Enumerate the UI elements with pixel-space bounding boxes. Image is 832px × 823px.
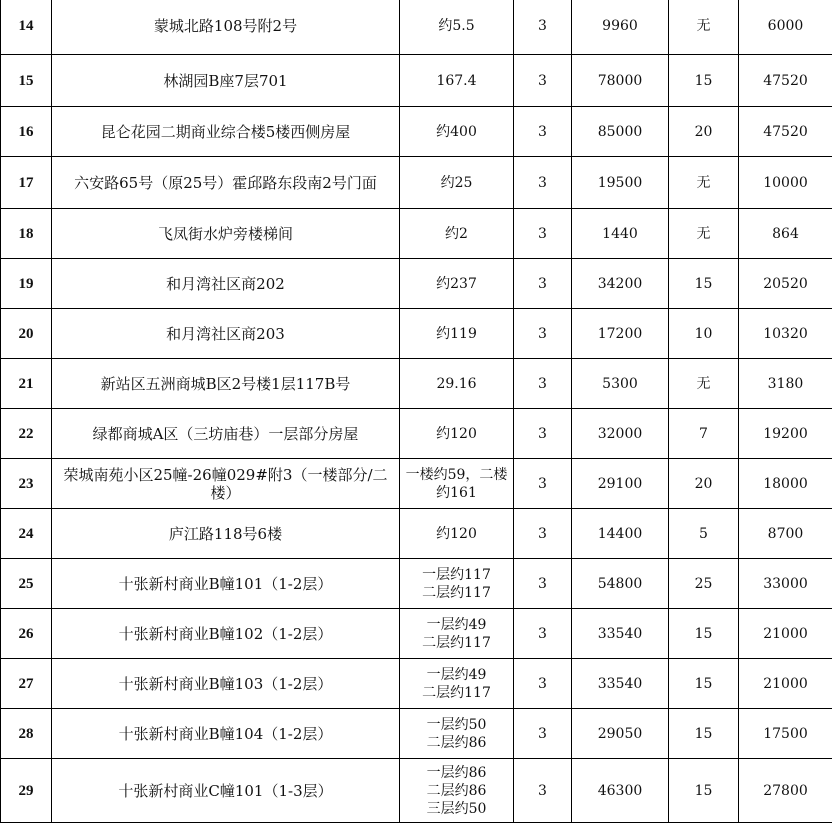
table-row	[1, 259, 832, 309]
area-line: 一层约49	[403, 666, 510, 684]
deposit-cell: 47520	[739, 55, 832, 107]
deposit-cell: 3180	[739, 359, 832, 409]
area-lines	[403, 72, 510, 90]
address-cell: 新站区五洲商城B区2号楼1层117B号	[52, 359, 400, 409]
area-line: 约5.5	[403, 17, 510, 35]
table-row	[1, 0, 832, 55]
row-number-cell: 16	[1, 107, 52, 157]
table-row	[1, 709, 832, 759]
area-line: 一层约86	[403, 764, 510, 782]
address-cell: 林湖园B座7层701	[52, 55, 400, 107]
area-lines	[403, 123, 510, 141]
deposit-cell: 18000	[739, 459, 832, 509]
term-cell: 3	[514, 209, 572, 259]
row-number-cell: 17	[1, 157, 52, 209]
term-cell: 3	[514, 0, 572, 55]
term-cell: 3	[514, 107, 572, 157]
address-cell: 十张新村商业B幢103（1-2层）	[52, 659, 400, 709]
deposit-cell: 864	[739, 209, 832, 259]
row-number-cell: 19	[1, 259, 52, 309]
row-number-cell: 23	[1, 459, 52, 509]
deposit-cell: 33000	[739, 559, 832, 609]
row-number-cell: 15	[1, 55, 52, 107]
free-period-cell: 20	[669, 107, 739, 157]
address-cell: 六安路65号（原25号）霍邱路东段南2号门面	[52, 157, 400, 209]
deposit-cell: 27800	[739, 759, 832, 823]
price-cell: 9960	[572, 0, 669, 55]
free-period-cell: 7	[669, 409, 739, 459]
area-lines	[403, 716, 510, 752]
table-row	[1, 107, 832, 157]
table-row	[1, 359, 832, 409]
row-number-cell: 25	[1, 559, 52, 609]
table-body	[1, 0, 832, 823]
deposit-cell: 10320	[739, 309, 832, 359]
table-row	[1, 157, 832, 209]
price-cell: 5300	[572, 359, 669, 409]
price-cell: 1440	[572, 209, 669, 259]
deposit-cell: 17500	[739, 709, 832, 759]
area-line: 167.4	[403, 72, 510, 90]
area-lines	[403, 174, 510, 192]
area-cell	[400, 759, 514, 823]
deposit-cell: 6000	[739, 0, 832, 55]
free-period-cell: 无	[669, 359, 739, 409]
area-cell	[400, 509, 514, 559]
area-lines	[403, 17, 510, 35]
deposit-cell: 8700	[739, 509, 832, 559]
address-cell: 荣城南苑小区25幢-26幢029#附3（一楼部分/二楼）	[52, 459, 400, 509]
area-line: 约120	[403, 425, 510, 443]
price-cell: 17200	[572, 309, 669, 359]
table-row	[1, 759, 832, 823]
free-period-cell: 25	[669, 559, 739, 609]
free-period-cell: 15	[669, 55, 739, 107]
free-period-cell: 15	[669, 759, 739, 823]
deposit-cell: 47520	[739, 107, 832, 157]
row-number-cell: 14	[1, 0, 52, 55]
table-row	[1, 459, 832, 509]
deposit-cell: 21000	[739, 659, 832, 709]
area-lines	[403, 225, 510, 243]
area-cell	[400, 359, 514, 409]
free-period-cell: 20	[669, 459, 739, 509]
table-row	[1, 509, 832, 559]
address-cell: 飞凤街水炉旁楼梯间	[52, 209, 400, 259]
row-number-cell: 26	[1, 609, 52, 659]
area-line: 二层约117	[403, 634, 510, 652]
area-cell	[400, 55, 514, 107]
address-cell: 十张新村商业B幢104（1-2层）	[52, 709, 400, 759]
area-cell	[400, 559, 514, 609]
area-line: 三层约50	[403, 800, 510, 818]
area-lines	[403, 425, 510, 443]
price-cell: 46300	[572, 759, 669, 823]
area-line: 二层约117	[403, 584, 510, 602]
area-line: 一层约50	[403, 716, 510, 734]
price-cell: 29100	[572, 459, 669, 509]
price-cell: 14400	[572, 509, 669, 559]
term-cell: 3	[514, 459, 572, 509]
free-period-cell: 15	[669, 259, 739, 309]
area-line: 一层约117	[403, 566, 510, 584]
address-cell: 绿都商城A区（三坊庙巷）一层部分房屋	[52, 409, 400, 459]
area-lines	[403, 566, 510, 602]
free-period-cell: 15	[669, 609, 739, 659]
table-row	[1, 559, 832, 609]
term-cell: 3	[514, 309, 572, 359]
term-cell: 3	[514, 559, 572, 609]
term-cell: 3	[514, 157, 572, 209]
term-cell: 3	[514, 259, 572, 309]
free-period-cell: 5	[669, 509, 739, 559]
term-cell: 3	[514, 609, 572, 659]
term-cell: 3	[514, 759, 572, 823]
free-period-cell: 无	[669, 157, 739, 209]
table-row	[1, 409, 832, 459]
area-line: 约25	[403, 174, 510, 192]
address-cell: 和月湾社区商203	[52, 309, 400, 359]
price-cell: 19500	[572, 157, 669, 209]
area-line: 一楼约59，二楼约161	[403, 466, 510, 502]
row-number-cell: 29	[1, 759, 52, 823]
row-number-cell: 18	[1, 209, 52, 259]
deposit-cell: 19200	[739, 409, 832, 459]
area-line: 约2	[403, 225, 510, 243]
term-cell: 3	[514, 55, 572, 107]
area-lines	[403, 375, 510, 393]
free-period-cell: 无	[669, 0, 739, 55]
table-row	[1, 609, 832, 659]
price-cell: 85000	[572, 107, 669, 157]
address-cell: 庐江路118号6楼	[52, 509, 400, 559]
area-cell	[400, 609, 514, 659]
free-period-cell: 10	[669, 309, 739, 359]
area-line: 约120	[403, 525, 510, 543]
area-line: 29.16	[403, 375, 510, 393]
term-cell: 3	[514, 509, 572, 559]
row-number-cell: 22	[1, 409, 52, 459]
address-cell: 昆仑花园二期商业综合楼5楼西侧房屋	[52, 107, 400, 157]
free-period-cell: 15	[669, 709, 739, 759]
deposit-cell: 10000	[739, 157, 832, 209]
table-row	[1, 209, 832, 259]
free-period-cell: 15	[669, 659, 739, 709]
row-number-cell: 27	[1, 659, 52, 709]
table-row	[1, 55, 832, 107]
row-number-cell: 28	[1, 709, 52, 759]
address-cell: 十张新村商业B幢102（1-2层）	[52, 609, 400, 659]
area-lines	[403, 275, 510, 293]
free-period-cell: 无	[669, 209, 739, 259]
price-cell: 33540	[572, 659, 669, 709]
price-cell: 33540	[572, 609, 669, 659]
area-lines	[403, 764, 510, 818]
address-cell: 和月湾社区商202	[52, 259, 400, 309]
term-cell: 3	[514, 709, 572, 759]
table-row	[1, 309, 832, 359]
term-cell: 3	[514, 659, 572, 709]
address-cell: 十张新村商业C幢101（1-3层）	[52, 759, 400, 823]
area-cell	[400, 309, 514, 359]
row-number-cell: 21	[1, 359, 52, 409]
table-row	[1, 659, 832, 709]
address-cell: 十张新村商业B幢101（1-2层）	[52, 559, 400, 609]
term-cell: 3	[514, 409, 572, 459]
price-cell: 34200	[572, 259, 669, 309]
price-cell: 54800	[572, 559, 669, 609]
area-cell	[400, 0, 514, 55]
price-cell: 32000	[572, 409, 669, 459]
price-cell: 29050	[572, 709, 669, 759]
area-cell	[400, 409, 514, 459]
area-line: 约400	[403, 123, 510, 141]
area-line: 二层约117	[403, 684, 510, 702]
deposit-cell: 21000	[739, 609, 832, 659]
area-cell	[400, 209, 514, 259]
area-lines	[403, 466, 510, 502]
area-lines	[403, 666, 510, 702]
row-number-cell: 24	[1, 509, 52, 559]
area-cell	[400, 157, 514, 209]
area-line: 二层约86	[403, 782, 510, 800]
address-cell: 蒙城北路108号附2号	[52, 0, 400, 55]
area-line: 约237	[403, 275, 510, 293]
price-cell: 78000	[572, 55, 669, 107]
term-cell: 3	[514, 359, 572, 409]
area-lines	[403, 325, 510, 343]
area-lines	[403, 616, 510, 652]
area-cell	[400, 259, 514, 309]
area-cell	[400, 659, 514, 709]
area-line: 一层约49	[403, 616, 510, 634]
area-cell	[400, 107, 514, 157]
area-lines	[403, 525, 510, 543]
area-line: 二层约86	[403, 734, 510, 752]
area-line: 约119	[403, 325, 510, 343]
row-number-cell: 20	[1, 309, 52, 359]
area-cell	[400, 459, 514, 509]
deposit-cell: 20520	[739, 259, 832, 309]
area-cell	[400, 709, 514, 759]
